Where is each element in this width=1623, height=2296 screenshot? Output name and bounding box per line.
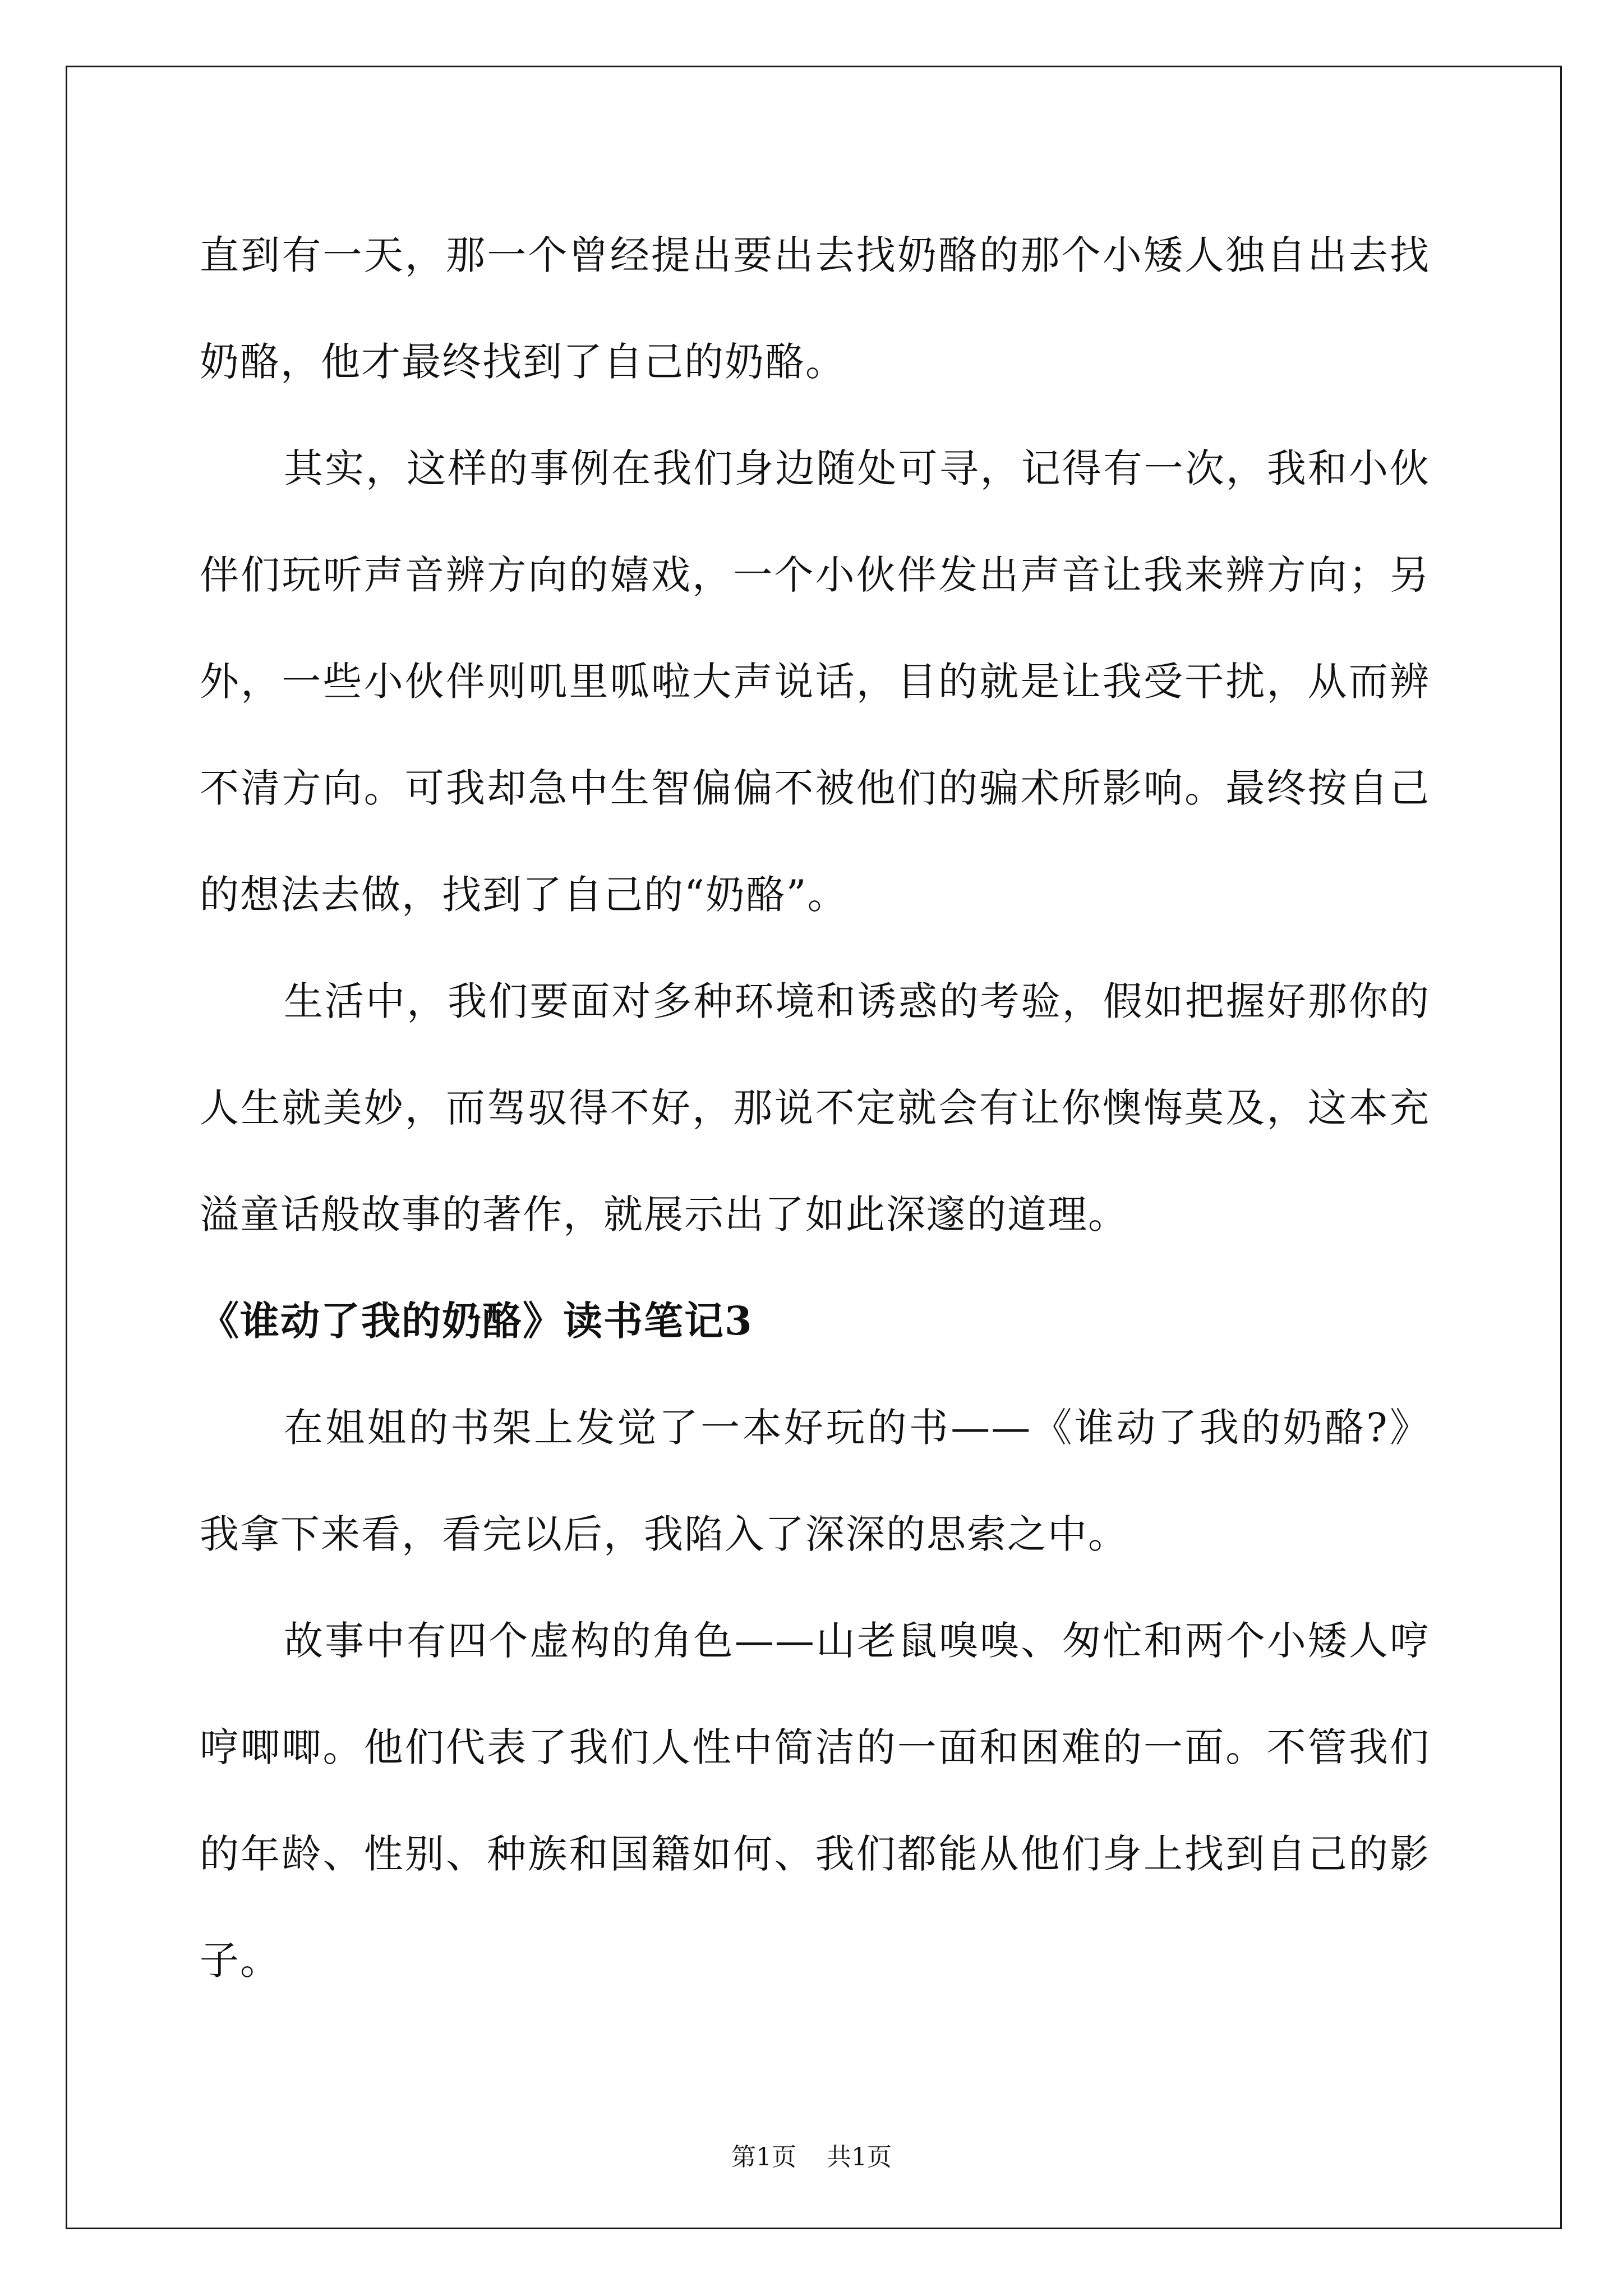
paragraph-5: 故事中有四个虚构的角色——山老鼠嗅嗅、匆忙和两个小矮人哼哼唧唧。他们代表了我们人性中简洁的一面和困难的一面。不管我们的年龄、性别、种族和国籍如何、我们都能从他们身上找到自己的影子。: [200, 1618, 1430, 1984]
page-footer: [0, 2141, 1623, 2174]
page-number: 第1页: [731, 2143, 796, 2171]
paragraph-3: 生活中，我们要面对多种环境和诱惑的考验，假如把握好那你的人生就美妙，而驾驭得不好，那说不定就会有让你懊悔莫及，这本充溢童话般故事的著作，就展示出了如此深邃的道理。: [200, 978, 1430, 1237]
section-title: 《谁动了我的奶酪》读书笔记3: [200, 1297, 753, 1344]
document-body: [200, 202, 1430, 2014]
paragraph-4: 在姐姐的书架上发觉了一本好玩的书——《谁动了我的奶酪?》我拿下来看，看完以后，我陷入了深深的思索之中。: [200, 1405, 1430, 1557]
page-total: 共1页: [827, 2143, 892, 2171]
paragraph-1: 直到有一天，那一个曾经提出要出去找奶酪的那个小矮人独自出去找奶酪，他才最终找到了自己的奶酪。: [200, 232, 1430, 385]
paragraph-2: 其实，这样的事例在我们身边随处可寻，记得有一次，我和小伙伴们玩听声音辨方向的嬉戏，一个小伙伴发出声音让我来辨方向；另外，一些小伙伴则叽里呱啦大声说话，目的就是让我受干扰，从而辨不清方向。可我却急中生智偏偏不被他们的骗术所影响。最终按自己的想法去做，找到了自己的“奶酪”。: [200, 445, 1430, 918]
